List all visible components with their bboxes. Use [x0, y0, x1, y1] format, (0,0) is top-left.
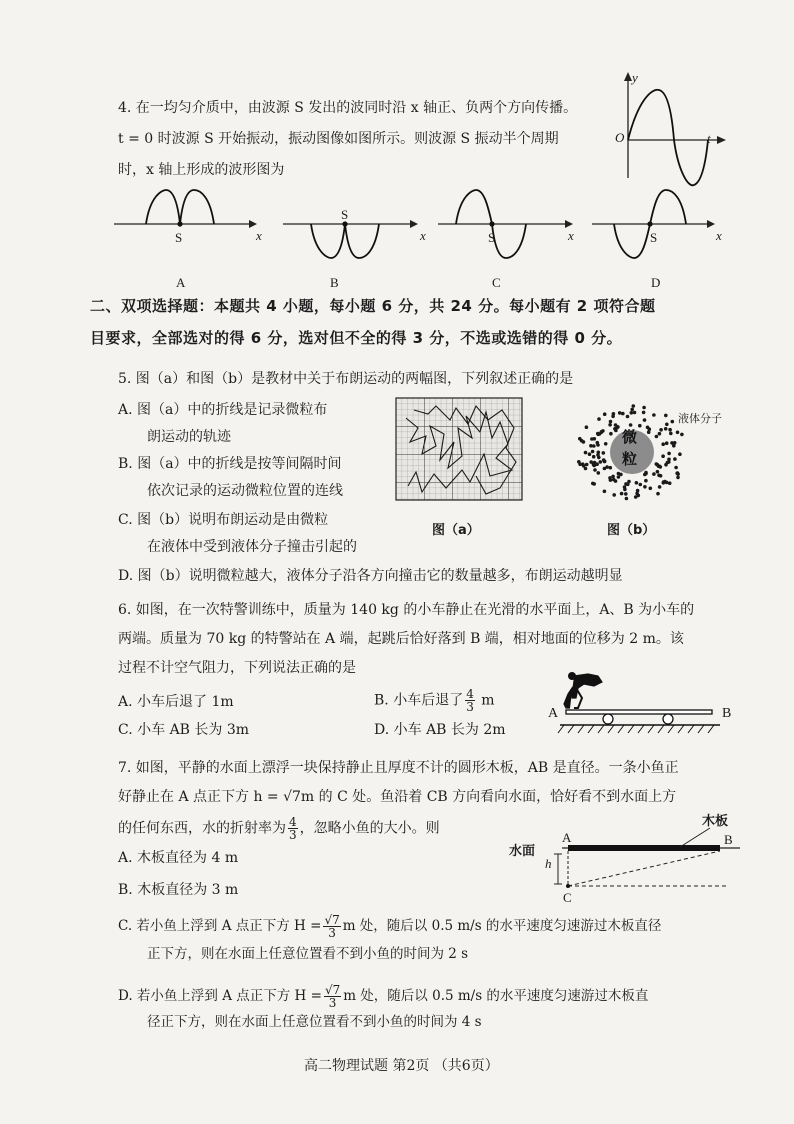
graph-t-label: t [707, 131, 711, 146]
liquid-molecule-dot [592, 455, 596, 459]
liquid-molecule-dot [642, 411, 646, 415]
cart-label-a: A [548, 706, 559, 721]
q5-option-d: D. 图（b）说明微粒越大，液体分子沿各方向撞击它的数量越多，布朗运动越明显 [118, 568, 623, 584]
liquid-molecule-dot [611, 475, 615, 479]
liquid-molecule-dot [624, 482, 628, 486]
q7-option-c-2: 正下方，则在水面上任意位置看不到小鱼的时间为 2 s [147, 946, 469, 962]
point-b-label: B [724, 832, 733, 847]
water-surface-label: 水面 [509, 844, 536, 859]
liquid-molecule-dot [667, 452, 671, 456]
point-a-label: A [562, 830, 572, 845]
graph-y-label: y [632, 70, 638, 85]
liquid-molecule-dot [661, 442, 665, 446]
liquid-molecule-dot [674, 466, 678, 470]
liquid-molecule-dot [596, 432, 600, 436]
liquid-molecule-dot [638, 424, 642, 428]
liquid-molecule-dot [602, 451, 606, 455]
liquid-molecule-dot [669, 432, 673, 436]
q7-option-c [118, 914, 661, 939]
option-b-x: x [420, 228, 426, 243]
q6-option-c: C. 小车 AB 长为 3m [118, 722, 250, 738]
liquid-molecule-dot [656, 492, 660, 496]
fig-a-caption: 图（a） [432, 523, 480, 538]
point-c-label: C [563, 890, 572, 905]
cart-figure [558, 664, 728, 744]
liquid-molecule-dot [636, 489, 640, 493]
liquid-molecule-dot [662, 480, 666, 484]
q7-option-d-2: 径正下方，则在水面上任意位置看不到小鱼的时间为 4 s [147, 1014, 482, 1030]
q7-c-num: √7 [324, 913, 340, 927]
q5-option-a-1: A. 图（a）中的折线是记录微粒布 [118, 402, 328, 418]
liquid-molecule-dot [588, 452, 592, 456]
q7-option-b: B. 木板直径为 3 m [118, 882, 239, 898]
liquid-molecule-dot [624, 492, 628, 496]
liquid-molecule-dot [665, 441, 669, 445]
liquid-molecule-dot [612, 493, 616, 497]
liquid-molecule-dot [664, 427, 668, 431]
q7-refraction-fraction [288, 816, 298, 841]
q7-d-den: 3 [328, 996, 337, 1010]
q7-d-pre: D. 若小鱼上浮到 A 点正下方 H = [118, 988, 322, 1004]
q6-line1: 6. 如图，在一次特警训练中，质量为 140 kg 的小车静止在光滑的水平面上，A、B 为小车的 [118, 602, 695, 618]
liquid-molecule-dot [609, 420, 613, 424]
liquid-molecule-dot [647, 430, 651, 434]
liquid-molecule-dot [657, 474, 661, 478]
liquid-molecule-dot [668, 428, 672, 432]
page-footer: 高二物理试题 第2页 （共6页） [304, 1058, 499, 1074]
option-d-s: S [650, 230, 658, 245]
liquid-molecule-dot [678, 452, 682, 456]
liquid-molecule-dot [625, 497, 629, 501]
q6-line3: 过程不计空气阻力，下列说法正确的是 [118, 660, 356, 676]
liquid-molecule-dot [668, 481, 672, 485]
liquid-molecule-dot [591, 450, 595, 454]
liquid-molecule-dot [609, 432, 613, 436]
liquid-molecule-dot [646, 426, 650, 430]
liquid-molecule-dot [601, 429, 605, 433]
cart-label-b: B [722, 706, 732, 721]
section2-line2: 目要求，全部选对的得 6 分，选对但不全的得 3 分，不选或选错的得 0 分。 [90, 329, 623, 347]
liquid-molecule-dot [671, 420, 675, 424]
option-a-x: x [256, 228, 262, 243]
q7-line1: 7. 如图，平静的水面上漂浮一块保持静止且厚度不计的圆形木板，AB 是直径。一条小鱼正 [118, 760, 679, 776]
liquid-molecule-dot [618, 411, 622, 415]
liquid-molecule-dot [595, 462, 599, 466]
liquid-molecule-dot [661, 454, 665, 458]
liquid-molecule-dot [599, 460, 603, 464]
graph-origin-label: O [615, 130, 625, 145]
wave-option-d [592, 186, 742, 261]
liquid-molecule-dot [665, 423, 669, 427]
liquid-molecule-dot [620, 492, 624, 496]
liquid-molecule-dot [630, 411, 634, 415]
liquid-molecule-dot [597, 417, 601, 421]
liquid-molecule-dot [667, 458, 671, 462]
liquid-molecule-dot [676, 471, 680, 475]
particle-label-2: 粒 [622, 450, 638, 468]
liquid-molecule-dot [582, 464, 586, 468]
q7-n-den: 3 [289, 828, 297, 842]
liquid-molecule-dot [603, 412, 607, 416]
liquid-molecule-dot [656, 470, 660, 474]
liquid-molecule-dot [657, 464, 661, 468]
q6-option-b-fraction [465, 688, 475, 713]
liquid-molecule-dot [592, 482, 596, 486]
liquid-molecule-dot [589, 444, 593, 448]
liquid-molecule-dot [616, 425, 620, 429]
q7-c-fraction [323, 914, 340, 939]
liquid-molecule-dot [608, 423, 612, 427]
option-a-label: A [176, 275, 186, 290]
liquid-molecule-dot [593, 468, 597, 472]
q7-c-post: m 处，随后以 0.5 m/s 的水平速度匀速游过木板直径 [342, 918, 662, 934]
option-c-s: S [488, 230, 496, 245]
liquid-molecule-dot [596, 443, 600, 447]
q6-option-a: A. 小车后退了 1m [118, 694, 234, 710]
q7-line2: 好静止在 A 点正下方 h = √7m 的 C 处。鱼沿着 CB 方向看向水面，恰好看不到水面上方 [118, 789, 677, 805]
q4-line1: 4. 在一均匀介质中，由波源 S 发出的波同时沿 x 轴正、负两个方向传播。 [118, 100, 578, 116]
liquid-molecule-dot [659, 428, 663, 432]
liquid-molecule-dot [626, 415, 630, 419]
liquid-molecule-dot [643, 418, 647, 422]
option-a-s: S [175, 230, 183, 245]
q5-option-b-1: B. 图（a）中的折线是按等间隔时间 [118, 456, 342, 472]
liquid-molecule-dot [597, 471, 601, 475]
liquid-molecule-dot [617, 472, 621, 476]
liquid-molecule-dot [658, 485, 662, 489]
q7-d-fraction [324, 984, 341, 1009]
liquid-molecule-dot [666, 461, 670, 465]
liquid-molecule-dot [590, 437, 594, 441]
liquid-molecule-dot [630, 408, 634, 412]
liquid-molecule-dot [604, 442, 608, 446]
liquid-molecule-dot [589, 460, 593, 464]
liquid-molecule-dot [644, 479, 648, 483]
liquid-molecule-dot [577, 460, 581, 464]
liquid-molecule-dot [609, 466, 613, 470]
q5-option-b-2: 依次记录的运动微粒位置的连线 [147, 483, 343, 499]
liquid-molecule-dot [612, 412, 616, 416]
liquid-molecule-dot [617, 475, 621, 479]
particle-label-1: 微 [622, 428, 638, 446]
q6-option-b-unit: m [481, 692, 495, 709]
q7-option-a: A. 木板直径为 4 m [118, 850, 239, 866]
liquid-molecule-dot [609, 478, 613, 482]
liquid-molecule-dot [633, 411, 637, 415]
q7-n-num: 4 [289, 815, 297, 829]
q6-option-b-text: B. 小车后退了 [374, 692, 464, 709]
q7-c-pre: C. 若小鱼上浮到 A 点正下方 H = [118, 918, 322, 934]
q6-b-den: 3 [466, 700, 474, 714]
option-b-s: S [341, 207, 349, 222]
q7-option-d [118, 984, 648, 1009]
liquid-molecule-dot [652, 413, 656, 417]
liquid-molecule-dot [655, 435, 659, 439]
liquid-molecule-dot [621, 412, 625, 416]
option-b-label: B [330, 275, 339, 290]
option-d-x: x [716, 228, 722, 243]
q4-line3: 时，x 轴上形成的波形图为 [118, 162, 285, 178]
liquid-molecule-dot [673, 441, 677, 445]
q5-option-c-1: C. 图（b）说明布朗运动是由微粒 [118, 512, 329, 528]
fig-b-caption: 图（b） [607, 523, 656, 538]
liquid-molecule-dot [623, 488, 627, 492]
liquid-molecule-dot [680, 433, 684, 437]
q5-option-c-2: 在液体中受到液体分子撞击引起的 [147, 539, 357, 555]
q6-option-d: D. 小车 AB 长为 2m [374, 722, 506, 738]
option-c-x: x [568, 228, 574, 243]
liquid-molecule-dot [603, 460, 607, 464]
liquid-molecule-dot [642, 406, 646, 410]
liquid-molecule-dot [649, 487, 653, 491]
liquid-molecule-dot [612, 478, 616, 482]
liquid-molecule-dot [676, 476, 680, 480]
q6-line2: 两端。质量为 70 kg 的特警站在 A 端，起跳后恰好落到 B 端，相对地面的位移为 2 m。该 [118, 631, 684, 647]
liquid-molecule-dot [652, 472, 656, 476]
wave-option-a [114, 186, 264, 241]
liquid-molecule-dot [613, 427, 617, 431]
q6-b-num: 4 [466, 687, 474, 701]
q7-d-post: m 处，随后以 0.5 m/s 的水平速度匀速游过木板直 [343, 988, 649, 1004]
liquid-molecule-dot [676, 431, 680, 435]
q7-c-den: 3 [328, 926, 336, 940]
liquid-molecule-dot [639, 483, 643, 487]
wave-option-c [438, 186, 588, 261]
depth-h-label: h [545, 856, 552, 871]
liquid-molecule-dot [603, 467, 607, 471]
option-d-label: D [651, 275, 661, 290]
q7-line3 [118, 816, 440, 841]
liquid-molecule-dot [664, 414, 668, 418]
q7-line3-pre: 的任何东西，水的折射率为 [118, 820, 286, 837]
liquid-molecule-label: 液体分子 [678, 412, 722, 425]
q5-stem: 5. 图（a）和图（b）是教材中关于布朗运动的两幅图，下列叙述正确的是 [118, 371, 574, 387]
section2-line1: 二、双项选择题：本题共 4 小题，每小题 6 分，共 24 分。每小题有 2 项符合题 [90, 297, 656, 315]
liquid-molecule-dot [578, 437, 582, 441]
liquid-molecule-dot [635, 481, 639, 485]
liquid-molecule-dot [603, 490, 607, 494]
q4-line2: t = 0 时波源 S 开始振动，振动图像如图所示。则波源 S 振动半个周期 [118, 131, 559, 147]
liquid-molecule-dot [585, 463, 589, 467]
liquid-molecule-dot [585, 425, 589, 429]
liquid-molecule-dot [644, 471, 648, 475]
brownian-grid-figure [396, 398, 524, 502]
liquid-molecule-dot [673, 457, 677, 461]
q7-d-num: √7 [324, 983, 341, 997]
wave-option-b [283, 186, 433, 261]
liquid-molecule-dot [584, 451, 588, 455]
vibration-graph [612, 70, 732, 185]
q7-line3-post: ，忽略小鱼的大小。则 [299, 820, 440, 837]
liquid-molecule-dot [596, 453, 600, 457]
option-c-label: C [492, 275, 501, 290]
q5-option-a-2: 朗运动的轨迹 [147, 429, 231, 445]
q6-option-b [374, 688, 495, 713]
board-label: 木板 [702, 814, 729, 829]
liquid-molecule-dot [643, 485, 647, 489]
liquid-molecule-dot [658, 432, 662, 436]
liquid-molecule-dot [632, 404, 636, 408]
